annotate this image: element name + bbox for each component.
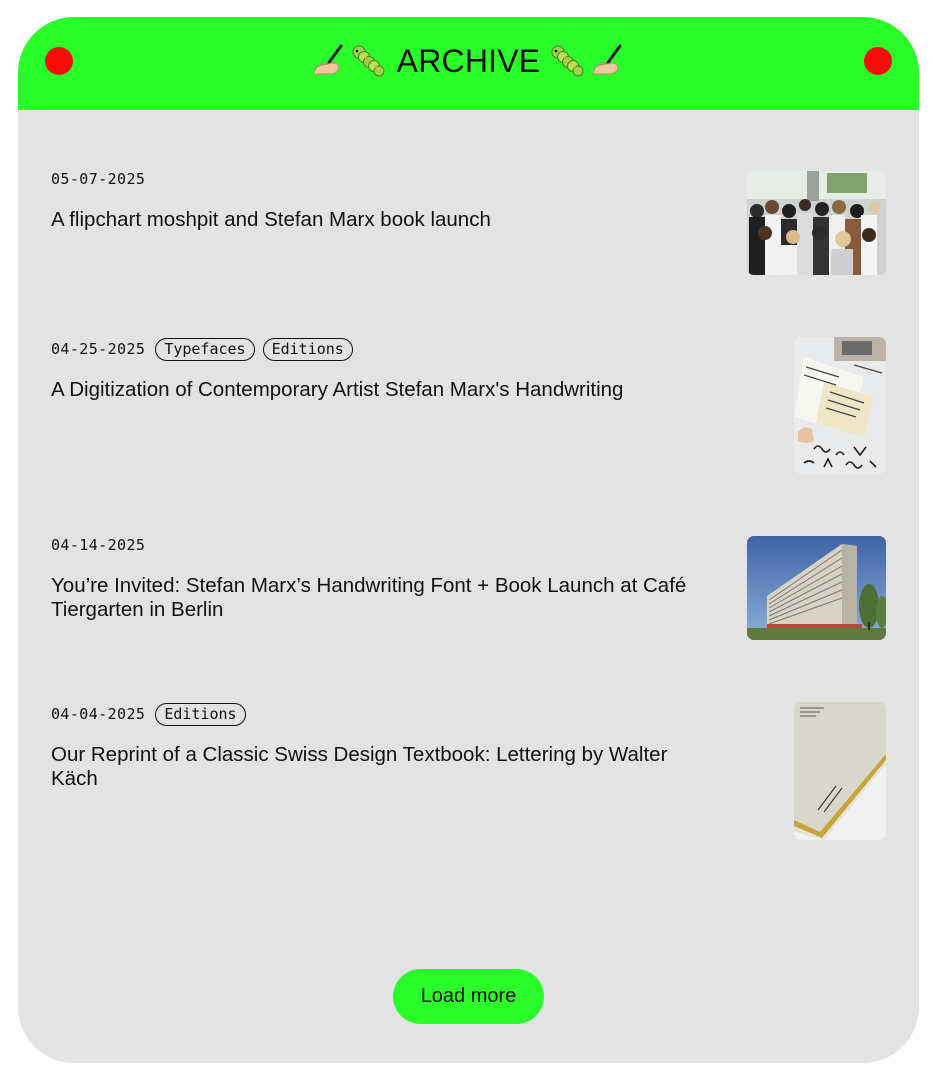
tag-badge[interactable]: Typefaces — [155, 338, 254, 361]
entry-date: 05-07-2025 — [51, 170, 146, 188]
entry-title-link[interactable]: Our Reprint of a Classic Swiss Design Textbook: Lettering by Walter Käch — [51, 743, 668, 790]
writing-hand-icon — [590, 44, 626, 78]
archive-entry[interactable] — [51, 337, 886, 402]
header-title — [18, 17, 919, 105]
entry-title-link[interactable]: You’re Invited: Stefan Marx’s Handwriting Font + Book Launch at Café Tiergarten in Berlin — [51, 574, 687, 621]
entry-date: 04-04-2025 — [51, 705, 146, 723]
entry-title-link[interactable]: A Digitization of Contemporary Artist Stefan Marx's Handwriting — [51, 378, 624, 401]
entry-thumbnail[interactable] — [794, 702, 886, 840]
archive-entry[interactable] — [51, 702, 886, 791]
tag-badge[interactable]: Editions — [155, 703, 245, 726]
tag-badge[interactable]: Editions — [263, 338, 353, 361]
entry-meta — [51, 702, 886, 726]
entry-thumbnail[interactable] — [747, 536, 886, 640]
page-title: ARCHIVE — [396, 42, 541, 79]
entry-tags — [155, 703, 245, 726]
entry-thumbnail[interactable] — [747, 171, 886, 275]
entry-title-link[interactable]: A flipchart moshpit and Stefan Marx book launch — [51, 208, 491, 231]
header-bar — [18, 17, 919, 110]
caterpillar-icon — [351, 44, 387, 78]
writing-hand-icon — [311, 44, 347, 78]
caterpillar-icon — [550, 44, 586, 78]
entry-date: 04-14-2025 — [51, 536, 146, 554]
entry-tags — [155, 338, 353, 361]
entry-meta — [51, 337, 886, 361]
entry-thumbnail[interactable] — [794, 337, 886, 474]
archive-window — [18, 17, 919, 1063]
load-more-button[interactable]: Load more — [393, 969, 544, 1024]
entry-date: 04-25-2025 — [51, 340, 146, 358]
